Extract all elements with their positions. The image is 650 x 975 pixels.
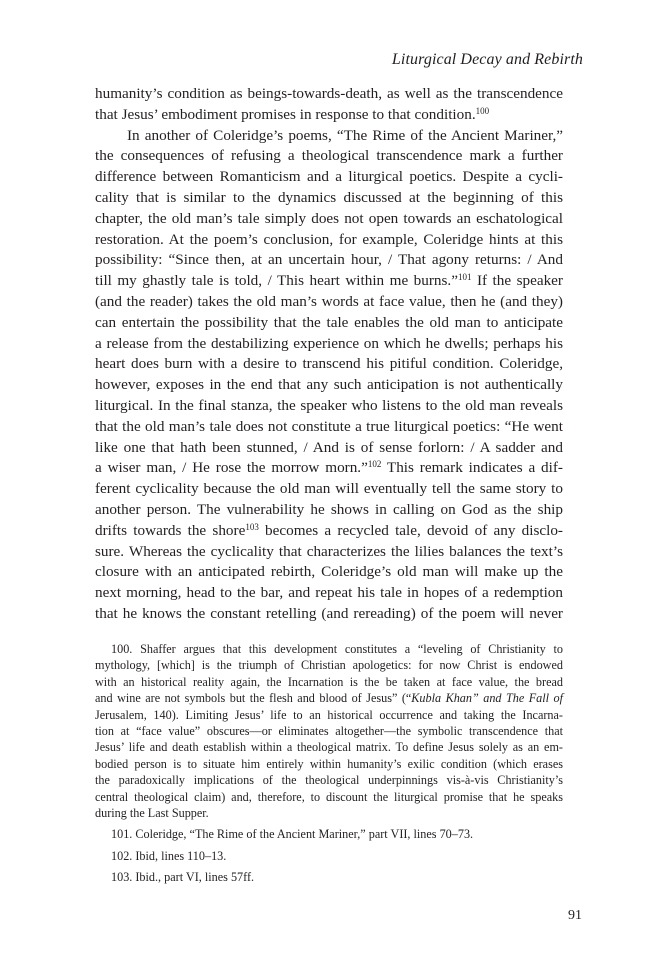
body-line bbox=[95, 126, 563, 147]
footnote-100-line bbox=[95, 690, 563, 706]
body-text bbox=[95, 84, 563, 625]
book-title: Kubla Khan” and The Fall of bbox=[411, 691, 563, 706]
body-line-text: becomes a recycled tale, devoid of any disclo- bbox=[258, 521, 563, 539]
body-line-text: a wiser man, / He rose the morrow morn.” bbox=[95, 459, 368, 477]
body-line-text: (and the reader) takes the old man’s words at face value, then he (and they) bbox=[95, 292, 563, 310]
body-line bbox=[95, 334, 563, 355]
body-line bbox=[95, 292, 563, 313]
body-line bbox=[95, 209, 563, 230]
footnote-100-line: tion at “face value” obscures—or eliminates altogether—the symbolic transcendence that bbox=[95, 724, 563, 739]
body-line-text: chapter, the old man’s tale simply does not open towards an eschatological bbox=[95, 209, 563, 227]
body-line bbox=[95, 271, 563, 292]
footnote-100-line: Jesus’ life and death establish within a theological matrix. To define Jesus solely as an em- bbox=[95, 740, 563, 755]
body-line-text: This remark indicates a dif- bbox=[381, 459, 563, 477]
body-line-text: difference between Romanticism and a liturgical poetics. Despite a cycli- bbox=[95, 168, 563, 186]
body-line-text: restoration. At the poem’s conclusion, for example, Coleridge hints at this bbox=[95, 230, 563, 248]
footnote-text: and wine are not symbols but the flesh and blood of Jesus” (“ bbox=[95, 691, 412, 706]
body-line bbox=[95, 188, 563, 209]
body-line-text: the consequences of refusing a theological transcendence mark a further bbox=[95, 147, 563, 165]
footnote-ref[interactable]: 100 bbox=[475, 105, 490, 116]
footnote-100-line: 100. Shaffer argues that this development constitutes a “leveling of Christianity to bbox=[111, 642, 563, 656]
body-line-text: like one that hath been stunned, / And is of sense forlorn: / A sadder and bbox=[95, 438, 563, 456]
footnote-100-line: Jerusalem, 140). Limiting Jesus’ life to an historical occurrence and taking the Incarna- bbox=[95, 707, 563, 722]
body-line bbox=[95, 396, 563, 417]
body-line-text: ferent cyclicality because the old man will eventually tell the same story to bbox=[95, 480, 563, 498]
footnote-100-line: with an historical reality again, the Incarnation is the be taken at face value, the bread bbox=[95, 674, 563, 689]
footnote-ref[interactable]: 102 bbox=[367, 459, 382, 470]
footnote-100-line: bodied person is to situate him entirely within humanity’s exilic condition (which erases bbox=[95, 756, 563, 771]
body-line bbox=[95, 230, 563, 251]
body-line-text: another person. The vulnerability he shows in calling on God as the ship bbox=[95, 500, 563, 518]
body-line-text: that Jesus’ embodiment promises in response to that condition. bbox=[95, 105, 476, 123]
footnote-ref[interactable]: 101 bbox=[457, 272, 472, 283]
body-line-text: closure with an anticipated rebirth, Coleridge’s old man will make up the bbox=[95, 563, 563, 581]
body-line-text: drifts towards the shore bbox=[95, 521, 246, 539]
body-line bbox=[95, 479, 563, 500]
body-line bbox=[95, 105, 563, 126]
body-line bbox=[95, 500, 563, 521]
body-line bbox=[95, 542, 563, 563]
body-line bbox=[95, 604, 563, 625]
body-line bbox=[95, 438, 563, 459]
body-line bbox=[95, 375, 563, 396]
body-line-text: If the speaker bbox=[471, 272, 563, 290]
footnote-102: 102. Ibid, lines 110–13. bbox=[111, 848, 227, 863]
body-line-text: can entertain the possibility that the tale enables the old man to anticipate bbox=[95, 313, 563, 331]
body-line-text: In another of Coleridge’s poems, “The Rime of the Ancient Mariner,” bbox=[127, 126, 563, 144]
body-line-text: humanity’s condition as beings-towards-death, as well as the transcendence bbox=[95, 85, 563, 102]
body-line-text: a release from the destabilizing experience on which he dwells; perhaps his bbox=[95, 334, 563, 352]
footnote-100-line: central theological claim) and, therefore, to discount the liturgical promise that he speaks bbox=[95, 789, 563, 804]
footnote-ref[interactable]: 103 bbox=[245, 521, 259, 532]
footnote-100-line: the paradoxically implications of the theological underpinnings vis-à-vis Christianity’s bbox=[95, 773, 563, 788]
page-number: 91 bbox=[568, 908, 582, 923]
body-line bbox=[95, 84, 563, 105]
body-line bbox=[95, 417, 563, 438]
body-line-text: till my ghastly tale is told, / This heart within me burns.” bbox=[95, 272, 458, 290]
body-line-text: sure. Whereas the cyclicality that characterizes the lilies balances the text’s bbox=[95, 542, 563, 560]
body-line bbox=[95, 313, 563, 334]
body-line bbox=[95, 583, 563, 604]
body-line-text: possibility: “Since then, at an uncertain hour, / That agony returns: / And bbox=[95, 251, 563, 269]
body-line-text: next morning, head to the bar, and repeat his tale in hopes of a redemption bbox=[95, 584, 563, 602]
body-line-text: cality that is similar to the dynamics discussed at the beginning of this bbox=[95, 188, 563, 206]
body-line bbox=[95, 146, 563, 167]
body-line-text: heart does burn with a desire to transcend his pitiful condition. Coleridge, bbox=[95, 355, 563, 373]
footnote-101: 101. Coleridge, “The Rime of the Ancient Mariner,” part VII, lines 70–73. bbox=[111, 827, 474, 842]
body-line-text: however, exposes in the end that any such anticipation is not authentically bbox=[95, 376, 563, 394]
body-line bbox=[95, 354, 563, 375]
body-line bbox=[95, 167, 563, 188]
body-line bbox=[95, 521, 563, 542]
body-line bbox=[95, 458, 563, 479]
footnote-103: 103. Ibid., part VI, lines 57ff. bbox=[111, 870, 255, 885]
footnote-100-line: during the Last Supper. bbox=[95, 806, 209, 821]
body-line-text: that the old man’s tale does not constitute a true liturgical poetics: “He went bbox=[95, 417, 563, 435]
running-head: Liturgical Decay and Rebirth bbox=[391, 51, 583, 68]
footnotes bbox=[95, 641, 563, 886]
body-line bbox=[95, 562, 563, 583]
body-line bbox=[95, 250, 563, 271]
body-line-text: liturgical. In the final stanza, the speaker who listens to the old man reveals bbox=[95, 396, 563, 414]
footnote-100-line: mythology, [which] is the triumph of Christian apologetics: for now Christ is endowed bbox=[95, 658, 563, 673]
body-line-text: that he knows the constant retelling (and rereading) of the poem will never bbox=[95, 604, 563, 622]
